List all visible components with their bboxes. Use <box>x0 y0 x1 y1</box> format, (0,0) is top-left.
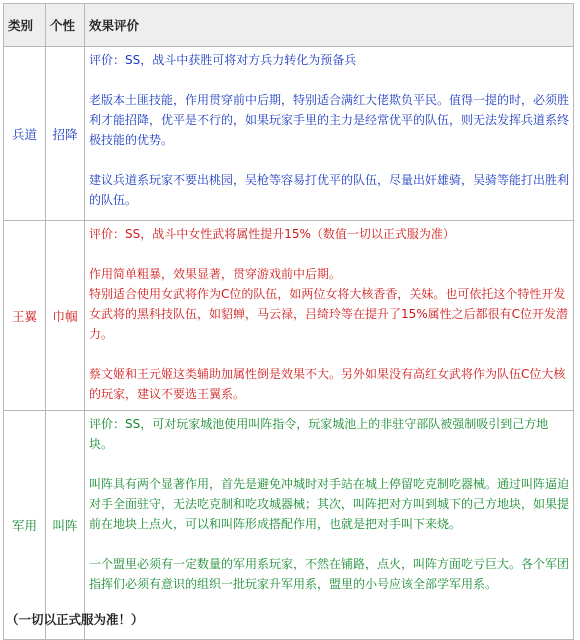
type-cell: 军用 <box>4 411 46 640</box>
header-type: 类别 <box>4 4 46 47</box>
evaluation-cell <box>85 221 574 411</box>
trait-cell: 叫阵 <box>46 411 85 640</box>
evaluation-paragraph: 叫阵具有两个显著作用，首先是避免冲城时对手站在城上停留吃克制吃器械。通过叫阵逼迫对手全面驻守，无法吃克制和吃攻城器械；其次，叫阵把对方叫到城下的己方地块，如果提前在地块上点火，可以和叫阵形成搭配作用，也就是把对手叫下来烧。 <box>89 477 570 531</box>
evaluation-paragraph: 一个盟里必须有一定数量的军用系玩家，不然在铺路，点火，叫阵方面吃亏巨大。各个军团指挥们必须有意识的组织一批玩家升军用系，盟里的小号应该全部学军用系。 <box>89 557 570 591</box>
footnote: （一切以正式服为准！） <box>6 612 144 627</box>
effect-table <box>3 3 574 640</box>
evaluation-rating: 评价：SS，战斗中女性武将属性提升15%（数值一切以正式服为准） <box>89 227 455 241</box>
trait-cell: 招降 <box>46 47 85 221</box>
evaluation-rating: 评价：SS，战斗中获胜可将对方兵力转化为预备兵 <box>89 53 357 67</box>
evaluation-rating: 评价：SS，可对玩家城池使用叫阵指令，玩家城池上的非驻守部队被强制吸引到己方地块。 <box>89 417 549 451</box>
header-trait: 个性 <box>46 4 85 47</box>
evaluation-paragraph: 老版本土匪技能，作用贯穿前中后期，特别适合满红大佬欺负平民。值得一提的时，必须胜利才能招降，优平是不行的，如果玩家手里的主力是经常优平的队伍，则无法发挥兵道系终极技能的优势。 <box>89 93 570 147</box>
type-cell: 王翼 <box>4 221 46 411</box>
evaluation-paragraph: 建议兵道系玩家不要出桃园，吴枪等容易打优平的队伍，尽量出奸雄骑，吴骑等能打出胜利的队伍。 <box>89 173 570 207</box>
trait-cell: 巾帼 <box>46 221 85 411</box>
evaluation-paragraph: 作用简单粗暴，效果显著，贯穿游戏前中后期。 特别适合使用女武将作为C位的队伍，如两位女将大核香香，关妹。也可依托这个特性开发女武将的黑科技队伍，如貂蝉，马云禄，吕绮玲等在提升了15%属性之后都很有C位开发潜力。 <box>89 267 569 341</box>
type-cell: 兵道 <box>4 47 46 221</box>
evaluation-paragraph: 蔡文姬和王元姬这类辅助加属性倒是效果不大。另外如果没有高红女武将作为队伍C位大核的玩家，建议不要选王翼系。 <box>89 367 566 401</box>
table-header-row <box>4 4 574 47</box>
header-evaluation: 效果评价 <box>85 4 574 47</box>
table-row <box>4 47 574 221</box>
evaluation-cell <box>85 411 574 640</box>
evaluation-cell <box>85 47 574 221</box>
table-row <box>4 221 574 411</box>
table-row <box>4 411 574 640</box>
